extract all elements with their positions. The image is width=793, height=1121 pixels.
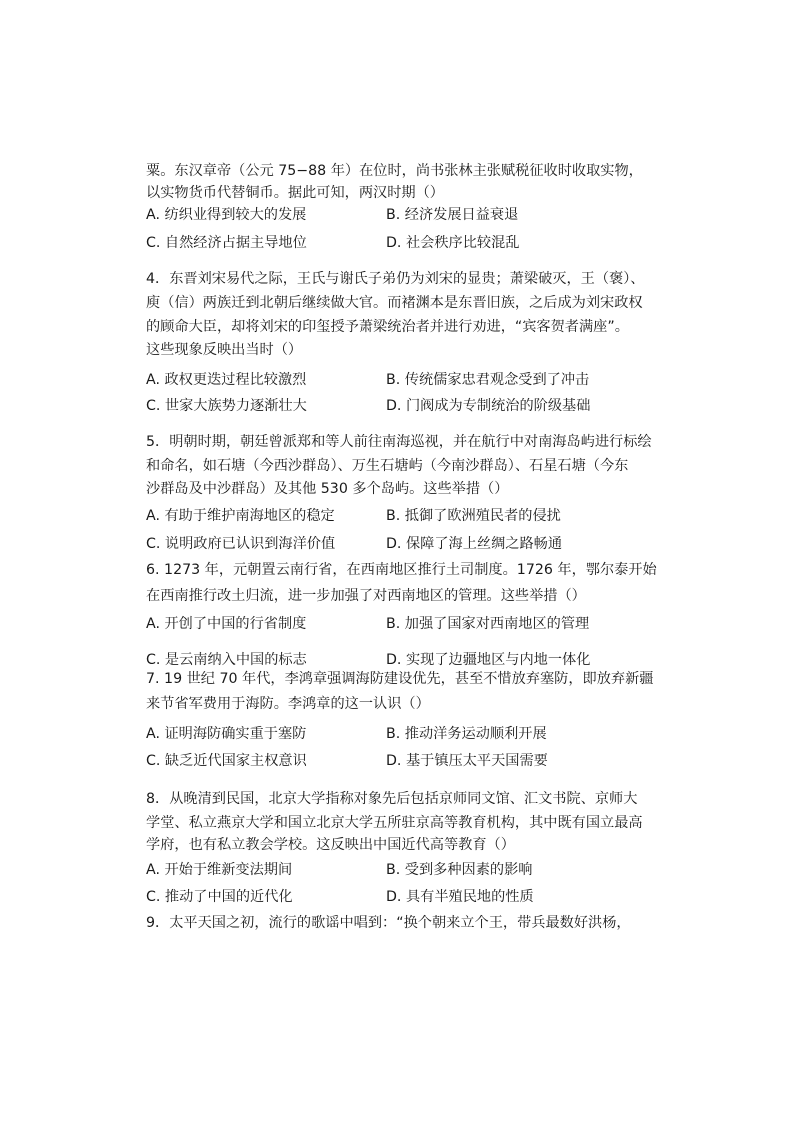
question-stem-line: 以实物货币代替铜币。据此可知，两汉时期（）: [146, 185, 444, 201]
question-stem-line: 这些现象反映出当时（）: [146, 342, 303, 358]
option-a: A. 开始于维新变法期间: [146, 862, 293, 878]
option-c: C. 推动了中国的近代化: [146, 889, 293, 905]
option-b: B. 推动洋务运动顺利开展: [386, 726, 547, 742]
question-stem-line: 学堂、私立燕京大学和国立北京大学五所驻京高等教育机构，其中既有国立最高: [146, 815, 643, 831]
option-c: C. 世家大族势力逐渐壮大: [146, 398, 307, 414]
question-stem-line: 7. 19 世纪 70 年代，李鸿章强调海防建设优先，甚至不惜放弃塞防，即放弃新疆: [146, 671, 654, 687]
question-stem-line: 5．明朝时期，朝廷曾派郑和等人前往南海巡视，并在航行中对南海岛屿进行标绘: [146, 434, 652, 450]
option-a: A. 证明海防确实重于塞防: [146, 726, 307, 742]
question-stem-line: 4．东晋刘宋易代之际，王氏与谢氏子弟仍为刘宋的显贵；萧梁破灭，王（褒）、: [146, 271, 645, 287]
option-c: C. 说明政府已认识到海洋价值: [146, 536, 336, 552]
question-stem-line: 来节省军费用于海防。李鸿章的这一认识（）: [146, 696, 430, 712]
question-stem-line: 9．太平天国之初，流行的歌谣中唱到：“换个朝来立个王，带兵最数好洪杨，: [146, 915, 631, 931]
question-stem-line: 沙群岛及中沙群岛）及其他 530 多个岛屿。这些举措（）: [146, 481, 509, 497]
option-c: C. 自然经济占据主导地位: [146, 235, 307, 251]
option-a: A. 有助于维护南海地区的稳定: [146, 508, 335, 524]
option-d: D. 基于镇压太平天国需要: [386, 753, 548, 769]
option-b: B. 受到多种因素的影响: [386, 862, 533, 878]
option-b: B. 传统儒家忠君观念受到了冲击: [386, 372, 590, 388]
option-c: C. 是云南纳入中国的标志: [146, 652, 307, 668]
question-stem-line: 的顾命大臣，却将刘宋的印玺授予萧梁统治者并进行劝进，“宾客贺者满座”。: [146, 319, 629, 335]
option-b: B. 经济发展日益衰退: [386, 207, 519, 223]
option-b: B. 抵御了欧洲殖民者的侵扰: [386, 508, 561, 524]
option-a: A. 纺织业得到较大的发展: [146, 207, 307, 223]
option-d: D. 保障了海上丝绸之路畅通: [386, 536, 563, 552]
option-a: A. 开创了中国的行省制度: [146, 616, 307, 632]
option-d: D. 实现了边疆地区与内地一体化: [386, 652, 591, 668]
question-stem-line: 在西南推行改土归流，进一步加强了对西南地区的管理。这些举措（）: [146, 588, 586, 604]
question-stem-line: 粟。东汉章帝（公元 75−88 年）在位时，尚书张林主张赋税征收时收取实物，: [146, 163, 643, 179]
question-stem-line: 庾（信）两族迁到北朝后继续做大官。而褚渊本是东晋旧族，之后成为刘宋政权: [146, 295, 643, 311]
option-a: A. 政权更迭过程比较激烈: [146, 372, 307, 388]
option-d: D. 具有半殖民地的性质: [386, 889, 534, 905]
option-c: C. 缺乏近代国家主权意识: [146, 753, 307, 769]
question-stem-line: 学府，也有私立教会学校。这反映出中国近代高等教育（）: [146, 837, 515, 853]
option-d: D. 门阀成为专制统治的阶级基础: [386, 398, 591, 414]
question-stem-line: 8．从晚清到民国，北京大学指称对象先后包括京师同文馆、汇文书院、京师大: [146, 791, 638, 807]
option-b: B. 加强了国家对西南地区的管理: [386, 616, 590, 632]
question-stem-line: 和命名，如石塘（今西沙群岛）、万生石塘屿（今南沙群岛）、石星石塘（今东: [146, 458, 629, 474]
option-d: D. 社会秩序比较混乱: [386, 235, 520, 251]
question-stem-line: 6. 1273 年，元朝置云南行省，在西南地区推行土司制度。1726 年，鄂尔泰开始: [146, 562, 657, 578]
